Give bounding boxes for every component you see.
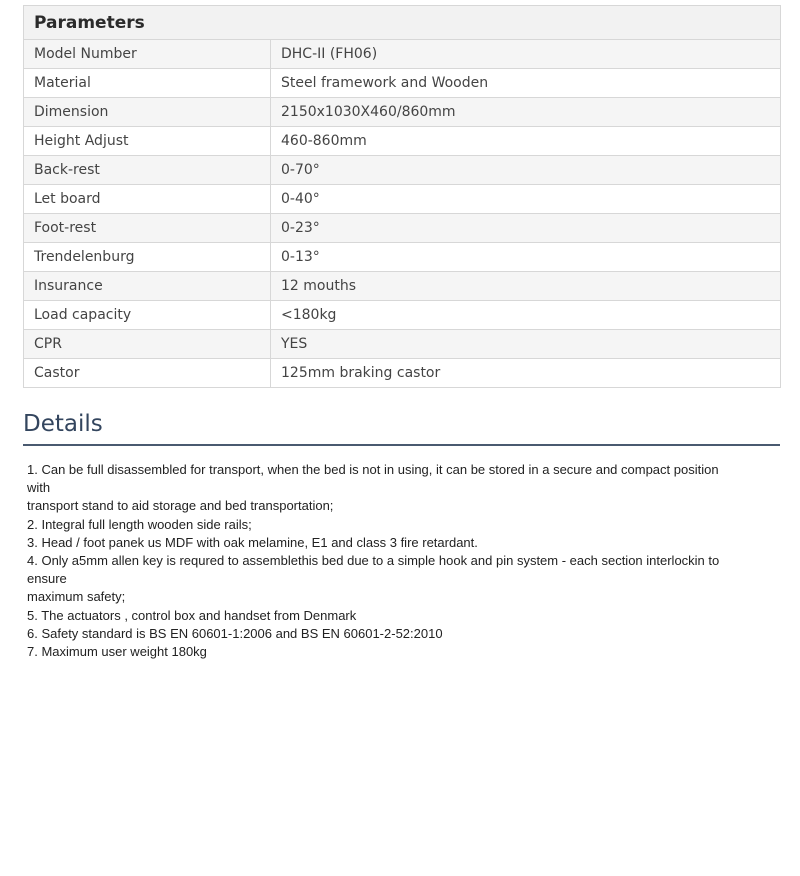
row-value: DHC-II (FH06) [271, 40, 781, 69]
table-row [24, 98, 781, 127]
table-row [24, 69, 781, 98]
row-value: 0-13° [271, 243, 781, 272]
details-line: ensure [27, 571, 67, 587]
table-row [24, 127, 781, 156]
row-value: <180kg [271, 301, 781, 330]
table-row [24, 359, 781, 388]
details-line: maximum safety; [27, 589, 126, 605]
row-label: Material [24, 69, 271, 98]
row-value: 2150x1030X460/860mm [271, 98, 781, 127]
row-value: 460-860mm [271, 127, 781, 156]
row-value: 0-23° [271, 214, 781, 243]
details-line: 7. Maximum user weight 180kg [27, 644, 207, 660]
row-label: Load capacity [24, 301, 271, 330]
table-row [24, 301, 781, 330]
row-label: Height Adjust [24, 127, 271, 156]
details-line: 5. The actuators , control box and handset from Denmark [27, 607, 357, 623]
row-value: 0-70° [271, 156, 781, 185]
row-label: CPR [24, 330, 271, 359]
row-value: 0-40° [271, 185, 781, 214]
table-row [24, 243, 781, 272]
table-row [24, 40, 781, 69]
row-label: Let board [24, 185, 271, 214]
table-row [24, 214, 781, 243]
details-line: transport stand to aid storage and bed transportation; [27, 498, 334, 514]
row-value: YES [271, 330, 781, 359]
row-value: 12 mouths [271, 272, 781, 301]
row-label: Castor [24, 359, 271, 388]
parameters-table [23, 5, 781, 388]
row-label: Insurance [24, 272, 271, 301]
parameters-title: Parameters [24, 6, 781, 40]
row-label: Trendelenburg [24, 243, 271, 272]
table-row [24, 156, 781, 185]
details-line: 2. Integral full length wooden side rails; [27, 516, 252, 532]
parameters-header-row [24, 6, 781, 40]
row-value: 125mm braking castor [271, 359, 781, 388]
table-row [24, 272, 781, 301]
details-line: 3. Head / foot panek us MDF with oak melamine, E1 and class 3 fire retardant. [27, 534, 478, 550]
row-label: Model Number [24, 40, 271, 69]
row-label: Foot-rest [24, 214, 271, 243]
table-row [24, 185, 781, 214]
table-row [24, 330, 781, 359]
row-label: Dimension [24, 98, 271, 127]
details-line: with [27, 480, 51, 496]
details-line: 4. Only a5mm allen key is requred to assemblethis bed due to a simple hook and pin system - each section interlockin to [27, 553, 720, 569]
details-heading: Details [23, 408, 780, 446]
row-label: Back-rest [24, 156, 271, 185]
details-line: 6. Safety standard is BS EN 60601-1:2006 and BS EN 60601-2-52:2010 [27, 625, 443, 641]
details-body [27, 461, 772, 661]
row-value: Steel framework and Wooden [271, 69, 781, 98]
details-line: 1. Can be full disassembled for transport, when the bed is not in using, it can be stored in a secure and compact position [27, 462, 719, 477]
